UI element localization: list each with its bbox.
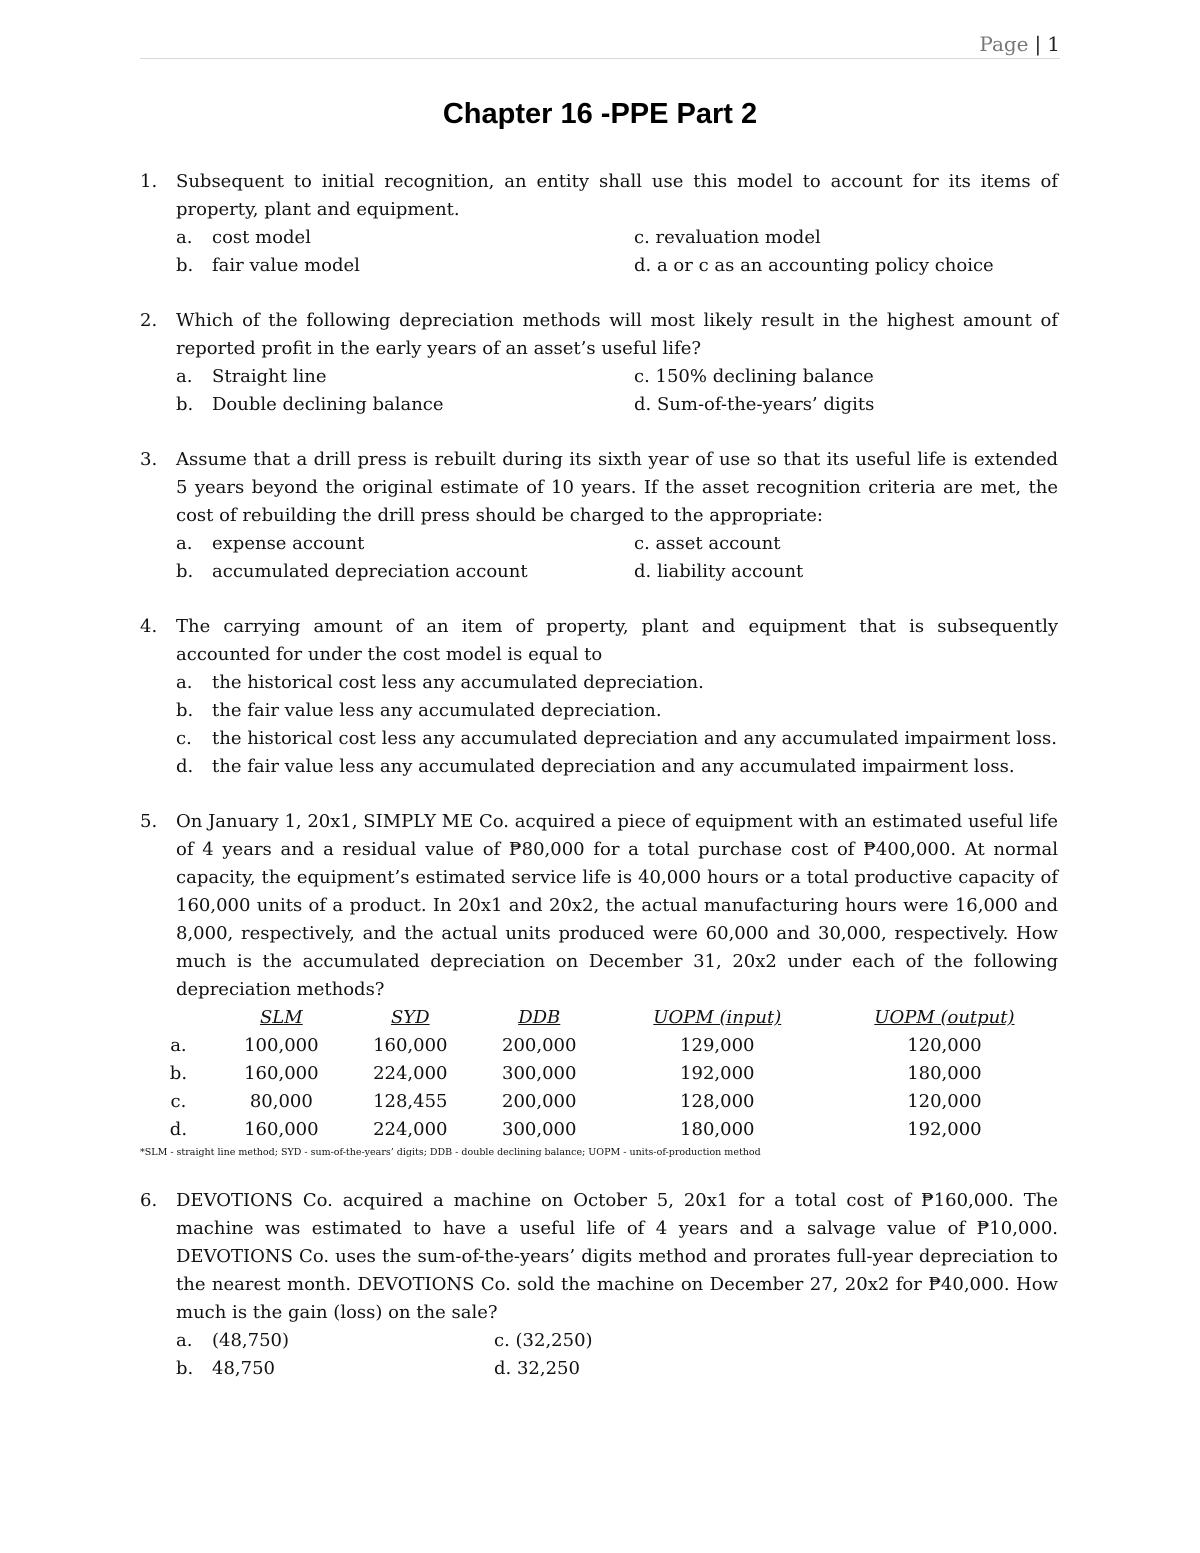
page-header	[979, 32, 1060, 56]
table-row	[140, 1088, 1058, 1116]
column-header: UOPM (output)	[874, 1007, 1015, 1028]
option-c: c. 150% declining balance	[634, 366, 874, 387]
question-stem: Assume that a drill press is rebuilt during its sixth year of use so that its useful life is extended 5 years beyond the original estimate of 10 years. If the asset recognition criteria are met, the cost of rebuilding the drill press should be charged to the appropriate:	[176, 449, 1058, 526]
table-cell: 128,455	[373, 1091, 448, 1112]
column-header: SLM	[259, 1007, 303, 1028]
table-cell: 129,000	[680, 1035, 755, 1056]
option-c: c. (32,250)	[494, 1330, 593, 1351]
table-cell: 160,000	[373, 1035, 448, 1056]
option-d: d. liability account	[634, 561, 804, 582]
option-b: b. the fair value less any accumulated depreciation.	[176, 700, 662, 721]
table-row	[140, 1116, 1058, 1144]
table-cell: 300,000	[502, 1119, 577, 1140]
page-number: 1	[1047, 32, 1060, 56]
question-1	[140, 168, 1058, 280]
options	[176, 1327, 1058, 1383]
row-letter: c.	[170, 1091, 187, 1112]
option-b: b. fair value model	[176, 255, 360, 276]
option-b: b. 48,750	[176, 1358, 275, 1379]
question-number: 5.	[140, 811, 158, 832]
question-stem: Subsequent to initial recognition, an entity shall use this model to account for its items of property, plant and equipment.	[176, 171, 1058, 220]
table-cell: 80,000	[249, 1091, 313, 1112]
option-a: a. the historical cost less any accumulated depreciation.	[176, 672, 704, 693]
question-4	[140, 613, 1058, 781]
option-c: c. asset account	[634, 533, 781, 554]
column-header: UOPM (input)	[653, 1007, 782, 1028]
table-header-row	[140, 1004, 1058, 1032]
column-header: DDB	[518, 1007, 561, 1028]
question-3	[140, 446, 1058, 586]
table-cell: 224,000	[373, 1119, 448, 1140]
table-cell: 100,000	[244, 1035, 319, 1056]
table-cell: 200,000	[502, 1091, 577, 1112]
option-a: a. cost model	[176, 227, 311, 248]
option-c: c. revaluation model	[634, 227, 821, 248]
option-a: a. (48,750)	[176, 1330, 290, 1351]
table-cell: 180,000	[680, 1119, 755, 1140]
depreciation-options-table	[140, 1004, 1058, 1144]
options	[176, 530, 1058, 586]
option-a: a. Straight line	[176, 366, 327, 387]
question-number: 6.	[140, 1190, 158, 1211]
table-cell: 120,000	[907, 1091, 982, 1112]
question-5	[140, 808, 1058, 1160]
table-cell: 192,000	[907, 1119, 982, 1140]
row-letter: d.	[169, 1119, 188, 1140]
options	[176, 669, 1058, 781]
header-rule	[140, 58, 1060, 59]
row-letter: b.	[169, 1063, 188, 1084]
options	[176, 363, 1058, 419]
table-cell: 180,000	[907, 1063, 982, 1084]
page-separator: |	[1034, 32, 1042, 56]
option-c: c. the historical cost less any accumulated depreciation and any accumulated impairment loss.	[176, 728, 1057, 749]
row-letter: a.	[170, 1035, 187, 1056]
options	[176, 224, 1058, 280]
question-stem: DEVOTIONS Co. acquired a machine on October 5, 20x1 for a total cost of ₱160,000. The machine was estimated to have a useful life of 4 years and a salvage value of ₱10,000. DEVOTIONS Co. uses the sum-of-the-years’ digits method and prorates full-year depreciation to the nearest month. DEVOTIONS Co. sold the machine on December 27, 20x2 for ₱40,000. How much is the gain (loss) on the sale?	[176, 1190, 1058, 1323]
question-2	[140, 307, 1058, 419]
question-number: 1.	[140, 171, 158, 192]
table-cell: 160,000	[244, 1119, 319, 1140]
table-row	[140, 1060, 1058, 1088]
table-cell: 224,000	[373, 1063, 448, 1084]
option-b: b. accumulated depreciation account	[176, 561, 528, 582]
question-stem: The carrying amount of an item of property, plant and equipment that is subsequently accounted for under the cost model is equal to	[176, 616, 1058, 665]
question-number: 2.	[140, 310, 158, 331]
table-cell: 300,000	[502, 1063, 577, 1084]
option-d: d. the fair value less any accumulated depreciation and any accumulated impairment loss.	[176, 756, 1015, 777]
question-number: 4.	[140, 616, 158, 637]
table-footnote: *SLM - straight line method; SYD - sum-of-the-years’ digits; DDB - double declining balance; UOPM - units-of-production method	[140, 1147, 761, 1158]
option-a: a. expense account	[176, 533, 365, 554]
table-cell: 160,000	[244, 1063, 319, 1084]
table-cell: 192,000	[680, 1063, 755, 1084]
question-stem: On January 1, 20x1, SIMPLY ME Co. acquired a piece of equipment with an estimated useful life of 4 years and a residual value of ₱80,000 for a total purchase cost of ₱400,000. At normal capacity, the equipment’s estimated service life is 40,000 hours or a total productive capacity of 160,000 units of a product. In 20x1 and 20x2, the actual manufacturing hours were 16,000 and 8,000, respectively, and the actual units produced were 60,000 and 30,000, respectively. How much is the accumulated depreciation on December 31, 20x2 under each of the following depreciation methods?	[176, 811, 1058, 1000]
option-d: d. a or c as an accounting policy choice	[634, 255, 994, 276]
question-number: 3.	[140, 449, 158, 470]
page-title: Chapter 16 -PPE Part 2	[442, 98, 758, 130]
option-d: d. Sum-of-the-years’ digits	[634, 394, 875, 415]
option-d: d. 32,250	[494, 1358, 580, 1379]
table-cell: 120,000	[907, 1035, 982, 1056]
page-word: Page	[979, 32, 1029, 56]
question-list	[140, 168, 1058, 1410]
option-b: b. Double declining balance	[176, 394, 444, 415]
table-cell: 200,000	[502, 1035, 577, 1056]
table-row	[140, 1032, 1058, 1060]
question-stem: Which of the following depreciation methods will most likely result in the highest amount of reported profit in the early years of an asset’s useful life?	[176, 310, 1058, 359]
question-6	[140, 1187, 1058, 1383]
column-header: SYD	[390, 1007, 430, 1028]
table-cell: 128,000	[680, 1091, 755, 1112]
